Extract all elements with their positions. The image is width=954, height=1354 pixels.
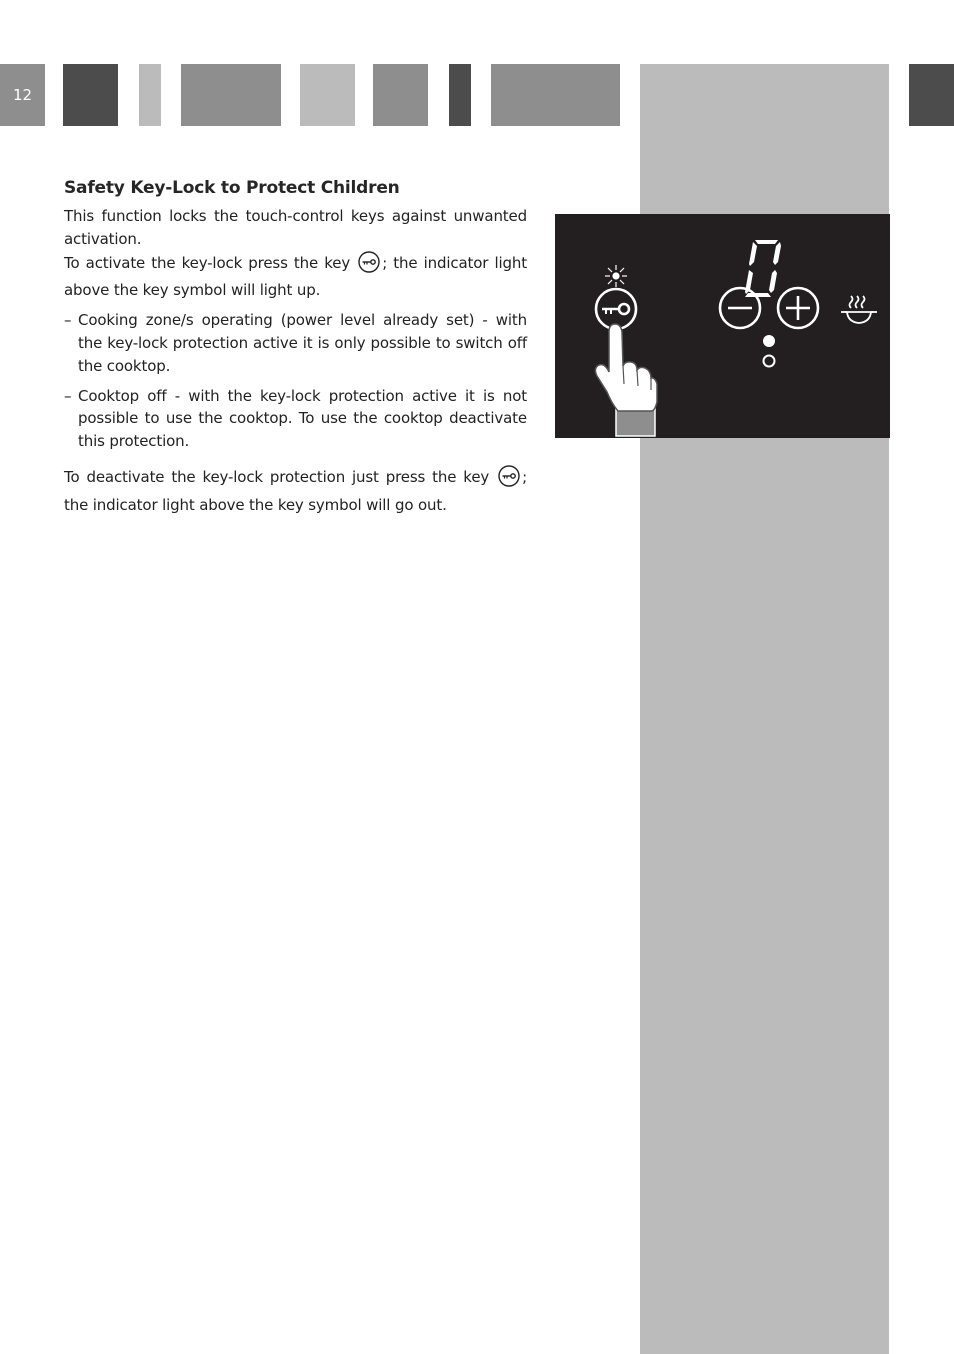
- header-block: [139, 64, 161, 126]
- activate-paragraph: To activate the key-lock press the key ; the indicator light above the key symbol will light up.: [64, 251, 527, 303]
- cookware-icon: [841, 296, 877, 323]
- key-lock-icon: [497, 465, 521, 494]
- plus-icon: [778, 288, 818, 328]
- header-block: [63, 64, 118, 126]
- list-item: – Cooking zone/s operating (power level already set) - with the key-lock protection active it is only possible to switch off the cooktop.: [64, 311, 527, 375]
- header-block: [491, 64, 620, 126]
- key-lock-icon: [596, 289, 636, 329]
- deactivate-paragraph: To deactivate the key-lock protection just press the key ; the indicator light above the key symbol will go out.: [64, 465, 527, 517]
- digit-display: [745, 240, 781, 297]
- header-block: [449, 64, 471, 126]
- indicator-dot-filled: [763, 335, 775, 347]
- minus-icon: [720, 288, 760, 328]
- intro-paragraph: This function locks the touch-control keys against unwanted activation.: [64, 207, 527, 248]
- section-heading: Safety Key-Lock to Protect Children: [64, 178, 400, 198]
- indicator-light-icon: [605, 265, 627, 287]
- header-block: [181, 64, 281, 126]
- list-item: – Cooktop off - with the key-lock protection active it is not possible to use the cooktop. To use the cooktop deactivate this protection.: [64, 386, 527, 451]
- header-block: [373, 64, 428, 126]
- header-block: [909, 64, 954, 126]
- safety-section: [64, 178, 527, 517]
- indicator-dot-empty: [764, 356, 775, 367]
- page-number: 12: [0, 64, 45, 126]
- key-lock-icon: [357, 251, 381, 280]
- control-panel-illustration: [555, 214, 890, 438]
- header-block: [300, 64, 355, 126]
- pointing-hand-icon: [595, 324, 657, 436]
